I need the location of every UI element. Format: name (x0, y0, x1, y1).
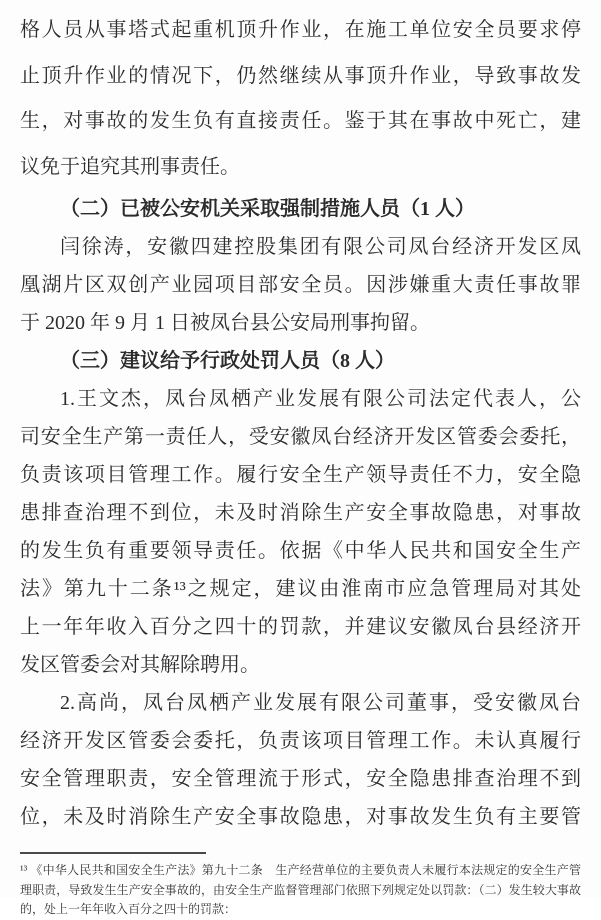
footnote (20, 861, 581, 920)
paragraph-line: 止顶升作业的情况下，仍然继续从事顶升作业，导致事故发 (20, 64, 581, 87)
paragraph-line: 经济开发区管委会委托，负责该项目管理工作。未认真履行 (20, 730, 581, 752)
paragraph-line: 司安全生产第一责任人，受安徽凤台经济开发区管委会委托， (20, 426, 581, 448)
paragraph (20, 380, 581, 684)
paragraph-line: 闫徐涛，安徽四建控股集团有限公司凤台经济开发区凤 (60, 236, 581, 258)
paragraph (20, 228, 581, 342)
paragraph-line: 安全管理职责，安全管理流于形式，安全隐患排查治理不到 (20, 768, 581, 790)
paragraph-line: 发区管委会对其解除聘用。 (20, 654, 260, 676)
paragraph-line: 患排查治理不到位，未及时消除生产安全事故隐患，对事故 (20, 502, 581, 524)
paragraph-line: 2.高尚，凤台凤栖产业发展有限公司董事，受安徽凤台 (60, 692, 581, 714)
paragraph-line: 1.王文杰，凤台凤栖产业发展有限公司法定代表人，公 (60, 388, 581, 410)
heading-text: （二）已被公安机关采取强制措施人员（1 人） (60, 198, 475, 220)
paragraph-line: 凰湖片区双创产业园项目部安全员。因涉嫌重大责任事故罪 (20, 274, 581, 296)
paragraph-line: 法》第九十二条¹³之规定，建议由淮南市应急管理局对其处 (20, 578, 581, 600)
paragraph (20, 684, 581, 836)
heading-text: （三）建议给予行政处罚人员（8 人） (60, 350, 395, 372)
paragraph-line: 负责该项目管理工作。履行安全生产领导责任不力，安全隐 (20, 464, 581, 486)
paragraph-line: 上一年年收入百分之四十的罚款，并建议安徽凤台县经济开 (20, 616, 581, 638)
paragraph-line: 位，未及时消除生产安全事故隐患，对事故发生负有主要管 (20, 806, 581, 828)
footnote-separator-rule (20, 852, 206, 854)
section-heading (20, 342, 581, 380)
paragraph-line: 生，对事故的发生负有直接责任。鉴于其在事故中死亡，建 (20, 110, 581, 132)
paragraph-line: 议免于追究其刑事责任。 (20, 155, 240, 178)
section-heading (20, 190, 581, 228)
paragraph-line: 的发生负有重要领导责任。依据《中华人民共和国安全生产 (20, 540, 581, 562)
paragraph-line: 于 2020 年 9 月 1 日被凤台县公安局刑事拘留。 (20, 312, 430, 334)
footnote-line: ¹³ 《中华人民共和国安全生产法》第九十二条 生产经营单位的主要负责人未履行本法规定的安全生产管 (20, 863, 581, 877)
paragraph (20, 8, 581, 190)
footnote-line: 理职责，导致发生生产安全事故的，由安全生产监督管理部门依照下列规定处以罚款：（二）发生较大事故 (20, 882, 581, 897)
paragraph-line: 格人员从事塔式起重机顶升作业，在施工单位安全员要求停 (20, 19, 581, 41)
document-body (20, 8, 581, 836)
footnote-line: 的，处上一年年收入百分之四十的罚款： (20, 902, 237, 916)
